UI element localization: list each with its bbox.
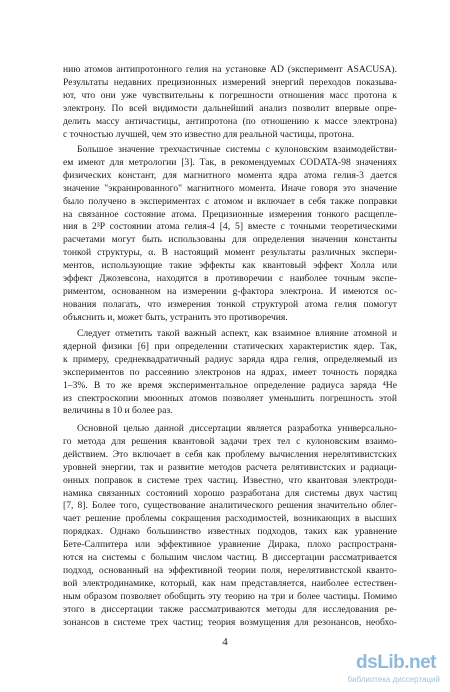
- text-line: ем имеют для метрологии [3]. Так, в рекомендуемых CODATA-98 значениях: [63, 156, 397, 168]
- text-line: к примеру, среднеквадратичный радиус заряда ядра гелия, определяемый из: [63, 353, 397, 365]
- text-line: ния в 2³P состоянии атома гелия-4 [4, 5] вместе с точными теоретическими: [63, 221, 397, 233]
- watermark-logo: dsLib.net: [356, 652, 436, 673]
- paragraph-1: [63, 64, 397, 141]
- text-line: Бете-Салпитера или эффективное уравнение Дирака, плохо распространя-: [63, 539, 397, 551]
- text-line: величины в 10 и более раз.: [63, 405, 173, 417]
- text-line: на связанное состояние атома. Прецизионные измерения тонкого расщепле-: [63, 208, 397, 220]
- paragraph-text: [63, 423, 397, 630]
- watermark-caption: библиотека диссертаций: [347, 675, 440, 684]
- text-line: Следует отметить такой важный аспект, как взаимное влияние атомной и: [77, 328, 397, 339]
- text-line: с точностью лучшей, чем это известно для реальной частицы, протона.: [63, 128, 355, 140]
- text-line: действием. Это включает в себя как проблему вычисления нерелятивистских: [63, 448, 397, 460]
- paragraph-4: [63, 423, 397, 630]
- page-number: 4: [222, 636, 228, 648]
- text-line: ным образом позволяет обобщить эту теорию на три и более частицы. Помимо: [63, 590, 397, 602]
- text-line: порядках. Однако большинство известных подходов, таких как уравнение: [63, 526, 397, 538]
- text-line: [7, 8]. Более того, существование аналитического решения значительно облег-: [63, 500, 397, 512]
- text-line: Большое значение трехчастичные системы с кулоновским взаимодействи-: [77, 144, 397, 155]
- text-line: объяснить и, может быть, устранить это противоречия.: [63, 311, 288, 323]
- text-line: зонансов в системе трех частиц; теория возмущения для резонансов, необхо-: [63, 616, 397, 628]
- text-line: ядерной физики [6] при определении статических характеристик ядер. Так,: [63, 340, 397, 352]
- text-line: намика связанных состояний хорошо разработана для системы двух частиц: [63, 487, 397, 499]
- text-line: экспериментов по рассеянию электронов на ядрах, имеет точность порядка: [63, 366, 397, 378]
- paragraph-2: [63, 144, 397, 325]
- text-line: Результаты недавних прецизионных измерений энергий переходов показыва-: [63, 76, 397, 88]
- text-line: Основной целью данной диссертации является разработка универсально-: [77, 423, 397, 434]
- paragraph-3: [63, 328, 397, 418]
- text-line: нию атомов антипротонного гелия на установке AD (эксперимент ASACUSA).: [63, 64, 397, 75]
- text-line: риментом, основанном на измерении g-фактора электрона. И имеются ос-: [63, 285, 397, 297]
- text-line: 1–3%. В то же время экспериментальное определение радиуса заряда ⁴He: [63, 379, 397, 391]
- text-line: значение "экранированного" магнитного момента. Иначе говоря это значение: [63, 182, 397, 194]
- text-line: из спектроскопии мюонных атомов позволяет уменьшить погрешность этой: [63, 392, 397, 404]
- text-line: онных поправок в системе трех частиц. Известно, что квантовая электроди-: [63, 474, 397, 486]
- text-line: было получено в экспериментах с атомом и включает в себя также поправки: [63, 195, 397, 207]
- text-line: ют, что они уже чувствительны к погрешности отношения масс протона к: [63, 89, 397, 101]
- paragraph-text: [63, 64, 397, 141]
- text-line: нования полагать, что измерения тонкой структурой атома гелия помогут: [63, 298, 397, 310]
- paragraph-text: [63, 144, 397, 325]
- text-line: ются на системы с большим числом частиц. В диссертации рассматривается: [63, 552, 397, 564]
- text-line: чает решение проблемы сокращения расходимостей, возникающих в высших: [63, 513, 397, 525]
- text-line: делить массу античастицы, антипротона (по отношению к массе электрона): [63, 115, 397, 127]
- text-line: тонкой структуры, α. В настоящий момент результаты различных экспери-: [63, 247, 397, 259]
- text-line: электрону. По всей видимости дальнейший анализ позволит впервые опре-: [63, 102, 397, 114]
- text-line: уровней энергии, так и развитие методов расчета релятивистских и радиаци-: [63, 461, 397, 473]
- text-line: этого в диссертации также рассматриваются методы для исследования ре-: [63, 603, 397, 615]
- text-line: эффект Джозевсона, находятся в противоречии с наиболее точным экспе-: [63, 273, 397, 285]
- paragraph-text: [63, 328, 397, 418]
- text-line: го метода для решения квантовой задачи трех тел с кулоновским взаимо-: [63, 435, 397, 447]
- text-line: вой электродинамике, который, как нам представляется, наиболее естествен-: [63, 577, 397, 589]
- text-line: расчетами могут быть использованы для определения значения константы: [63, 234, 397, 246]
- site-watermark[interactable]: [347, 652, 444, 688]
- text-line: подход, основанный на эффективной теории поля, нерелятивистской кванто-: [63, 564, 397, 576]
- text-line: физических констант, для магнитного момента ядра атома гелия-3 дается: [63, 169, 397, 181]
- text-line: ментов, использующие такие эффекты как квантовый эффект Холла или: [63, 260, 397, 272]
